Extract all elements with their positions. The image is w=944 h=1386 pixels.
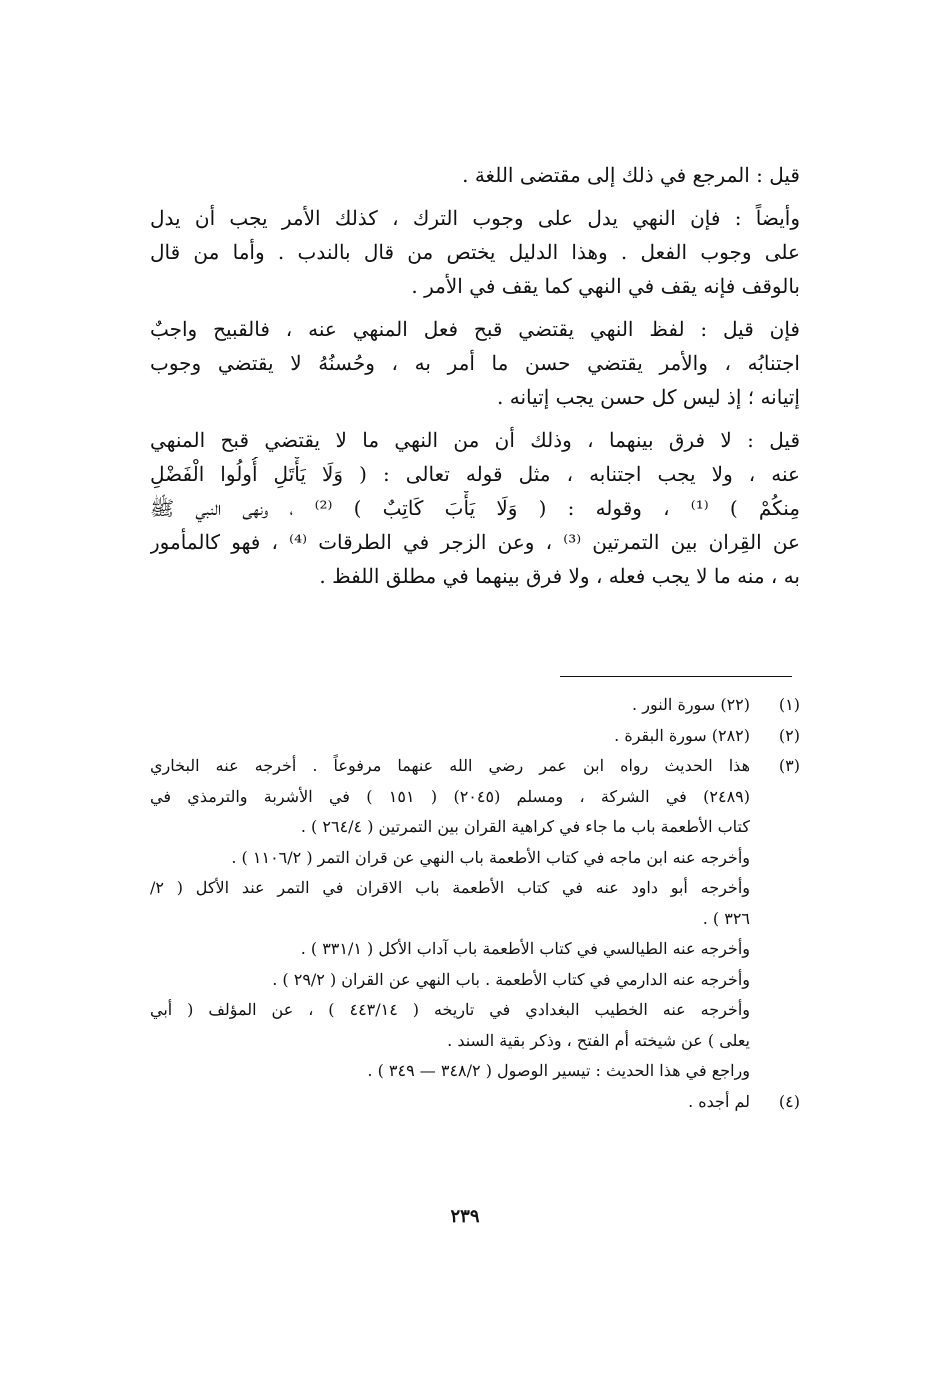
footnote-number: (٢) [778, 725, 800, 745]
footnote-line: وأخرجه عنه ابن ماجه في كتاب الأطعمة باب النهي عن قران التمر ( ١١٠٦/٢ ) . [231, 847, 750, 867]
page-number: ٢٣٩ [450, 1206, 480, 1227]
footnote-line: وأخرجه عنه الخطيب البغدادي في تاريخه ( ٤٤٣/١٤ ) ، عن المؤلف ( أبي [150, 1000, 750, 1019]
footnote-line: ٣٢٦ ) . [702, 908, 750, 928]
text-line: بالوقف فإنه يقف في النهي كما يقف في الأمر . [411, 274, 800, 298]
text-line: قيل : المرجع في ذلك إلى مقتضى اللغة . [462, 163, 800, 187]
footnote-line: كتاب الأطعمة باب ما جاء في كراهية القران بين التمرتين ( ٢٦٤/٤ ) . [300, 817, 750, 836]
footnote-line: لم أجده . [688, 1091, 750, 1111]
footnote-number: (١) [778, 695, 800, 714]
footnote [150, 721, 800, 752]
text-line: فإن قيل : لفظ النهي يقتضي قبح فعل المنهي عنه ، فالقبيح واجبٌ [150, 317, 800, 341]
footnote-line: (٢٨٢) سورة البقرة . [614, 725, 750, 745]
footnote-line: (٢٤٨٩) في الشركة ، ومسلم (٢٠٤٥) ( ١٥١ ) في الأشربة والترمذي في [150, 786, 750, 806]
text-line: اجتنابُه ، والأمر يقتضي حسن ما أمر به ، وحُسنُهُ لا يقتضي وجوب [150, 351, 800, 375]
text-line: مِنكُمْ ) ⁽¹⁾ ، وقوله : ( وَلَا يَأْبَ كَاتِبٌ ) ⁽²⁾ ، ونهى النبي ﷺ [150, 496, 800, 520]
footnotes [150, 690, 800, 1117]
footnote-separator [560, 676, 792, 677]
text-line: وأيضاً : فإن النهي يدل على وجوب الترك ، كذلك الأمر يجب أن يدل [150, 206, 800, 230]
footnote [150, 1087, 800, 1118]
footnote [150, 690, 800, 721]
text-line: عن القِران بين التمرتين ⁽³⁾ ، وعن الزجر في الطرقات ⁽⁴⁾ ، فهو كالمأمور [150, 530, 800, 554]
footnote-line: وأخرجه عنه الطيالسي في كتاب الأطعمة باب آداب الأكل ( ٣٣١/١ ) . [300, 939, 750, 958]
main-text [150, 158, 800, 593]
footnote-line: وأخرجه أبو داود عنه في كتاب الأطعمة باب الاقران في التمر عند الأكل ( ٢/ [150, 878, 750, 897]
text-line: عنه ، ولا يجب اجتنابه ، مثل قوله تعالى : ( وَلَا يَأْتَلِ أُولُوا الْفَضْلِ [150, 462, 800, 486]
footnote-line: (٢٢) سورة النور . [632, 695, 750, 714]
footnote-number: (٣) [778, 756, 800, 775]
footnote-line: وأخرجه عنه الدارمي في كتاب الأطعمة . باب النهي عن القران ( ٢٩/٢ ) . [272, 969, 750, 989]
text-line: قيل : لا فرق بينهما ، وذلك أن من النهي ما لا يقتضي قبح المنهي [150, 428, 800, 452]
text-line: إتيانه ؛ إذ ليس كل حسن يجب إتيانه . [497, 385, 800, 409]
text-line: على وجوب الفعل . وهذا الدليل يختص من قال بالندب . وأما من قال [150, 240, 800, 264]
footnote-line: وراجع في هذا الحديث : تيسير الوصول ( ٣٤٨/٢ — ٣٤٩ ) . [367, 1061, 750, 1080]
footnote-line: يعلى ) عن شيخته أم الفتح ، وذكر بقية السند . [447, 1030, 750, 1050]
text-line: به ، منه ما لا يجب فعله ، ولا فرق بينهما في مطلق اللفظ . [319, 564, 800, 588]
footnote [150, 751, 800, 1087]
footnote-line: هذا الحديث رواه ابن عمر رضي الله عنهما مرفوعاً . أخرجه عنه البخاري [150, 756, 750, 775]
footnote-number: (٤) [778, 1091, 800, 1111]
